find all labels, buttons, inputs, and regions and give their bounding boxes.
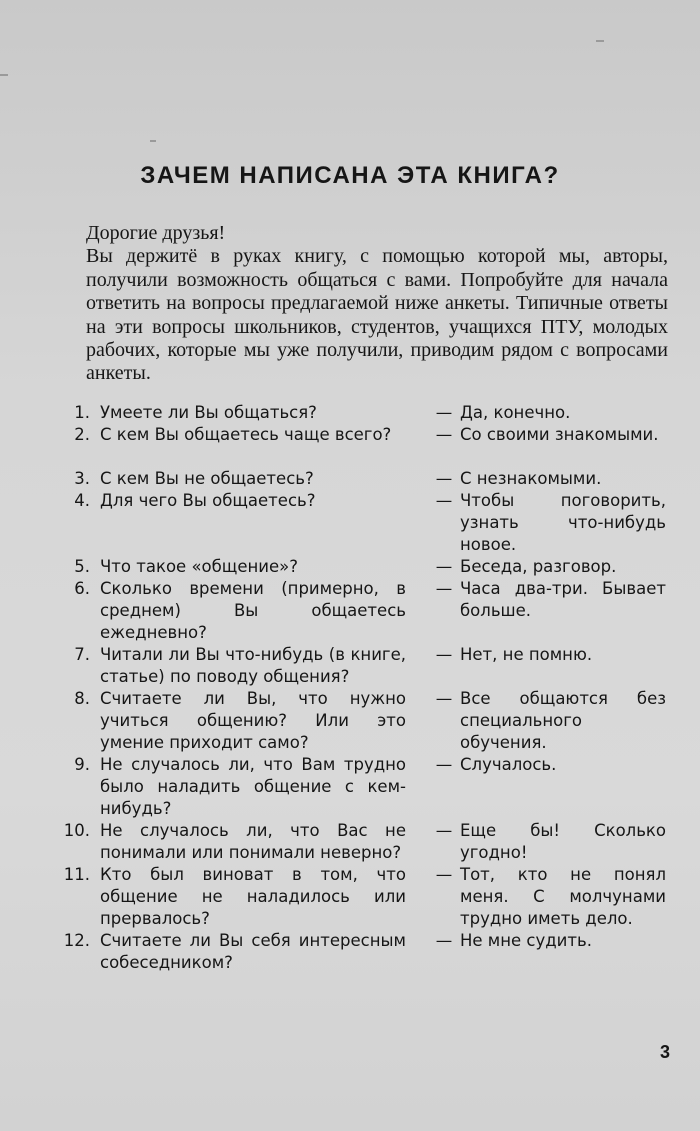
answer-text: Чтобы поговорить, узнать что-нибудь новое. (460, 491, 666, 554)
answer-dash: — (435, 931, 453, 950)
page-number: 3 (659, 1042, 670, 1062)
answer-text: Беседа, разговор. (460, 557, 617, 576)
question-text: Считаете ли Вы, что нужно учиться общению? Или это умение приходит само? (100, 689, 406, 752)
question-row (50, 644, 670, 688)
question-number: 6. (74, 579, 90, 598)
answer-text: Тот, кто не понял меня. С молчунами трудно иметь дело. (460, 865, 666, 928)
question-number: 5. (74, 557, 90, 576)
answer-text: Все общаются без специального обучения. (460, 689, 666, 752)
answer-text: Со своими знакомыми. (460, 425, 659, 444)
question-number: 1. (74, 403, 90, 422)
question-number: 2. (74, 425, 90, 444)
question-row (50, 490, 670, 556)
question-text: С кем Вы не общаетесь? (100, 469, 314, 488)
question-number: 7. (74, 645, 90, 664)
question-number: 8. (74, 689, 90, 708)
answer-dash: — (435, 689, 453, 708)
question-row (50, 402, 670, 424)
answer-dash: — (435, 865, 453, 884)
question-text: Не случалось ли, что Вам трудно было наладить общение с кем-нибудь? (100, 755, 406, 818)
question-text: Не случалось ли, что Вас не понимали или понимали неверно? (100, 821, 406, 862)
answer-text: Еще бы! Сколько угодно! (460, 821, 666, 862)
question-text: С кем Вы общаетесь чаще всего? (100, 425, 392, 444)
question-row (50, 424, 670, 446)
question-number: 11. (63, 865, 90, 884)
answer-dash: — (435, 579, 453, 598)
answer-text: Да, конечно. (460, 403, 571, 422)
answer-text: Нет, не помню. (460, 645, 593, 664)
page-title: ЗАЧЕМ НАПИСАНА ЭТА КНИГА? (140, 162, 560, 189)
scan-mark (150, 140, 156, 142)
answer-dash: — (435, 755, 453, 774)
intro-block (86, 222, 668, 386)
answer-text: Случалось. (460, 755, 557, 774)
question-number: 10. (63, 821, 90, 840)
question-row (50, 688, 670, 754)
answer-dash: — (435, 645, 453, 664)
question-text: Кто был виноват в том, что общение не наладилось или прервалось? (100, 865, 406, 928)
question-row (50, 468, 670, 490)
question-row (50, 556, 670, 578)
question-row (50, 754, 670, 820)
question-text: Что такое «общение»? (100, 557, 299, 576)
answer-text: Часа два-три. Бывает больше. (460, 579, 666, 620)
answer-dash: — (435, 821, 453, 840)
question-number: 12. (63, 931, 90, 950)
answer-dash: — (435, 557, 453, 576)
questionnaire (50, 402, 670, 974)
answer-text: Не мне судить. (460, 931, 592, 950)
question-number: 4. (74, 491, 90, 510)
scan-mark (0, 74, 8, 76)
question-row (50, 578, 670, 644)
answer-dash: — (435, 425, 453, 444)
question-row (50, 864, 670, 930)
question-text: Умеете ли Вы общаться? (100, 403, 317, 422)
question-text: Считаете ли Вы себя интересным собеседником? (100, 931, 406, 972)
question-text: Сколько времени (примерно, в среднем) Вы общаетесь ежедневно? (100, 579, 406, 642)
intro-paragraph: Вы держитё в руках книгу, с помощью которой мы, авторы, получили возможность общаться с вами. Попробуйте для начала ответить на вопросы предлагаемой ниже анкеты. Типичные ответы на эти вопросы школьников, студентов, учащихся ПТУ, молодых рабочих, которые мы уже получили, приводим рядом с вопросами анкеты. (86, 245, 668, 385)
question-text: Читали ли Вы что-нибудь (в книге, статье) по поводу общения? (100, 645, 406, 686)
question-text: Для чего Вы общаетесь? (100, 491, 316, 510)
scan-mark (596, 40, 604, 42)
answer-dash: — (435, 491, 453, 510)
question-number: 9. (74, 755, 90, 774)
question-number: 3. (74, 469, 90, 488)
answer-text: С незнакомыми. (460, 469, 602, 488)
answer-dash: — (435, 469, 453, 488)
greeting: Дорогие друзья! (86, 222, 226, 244)
question-row (50, 930, 670, 974)
question-row (50, 820, 670, 864)
answer-dash: — (435, 403, 453, 422)
